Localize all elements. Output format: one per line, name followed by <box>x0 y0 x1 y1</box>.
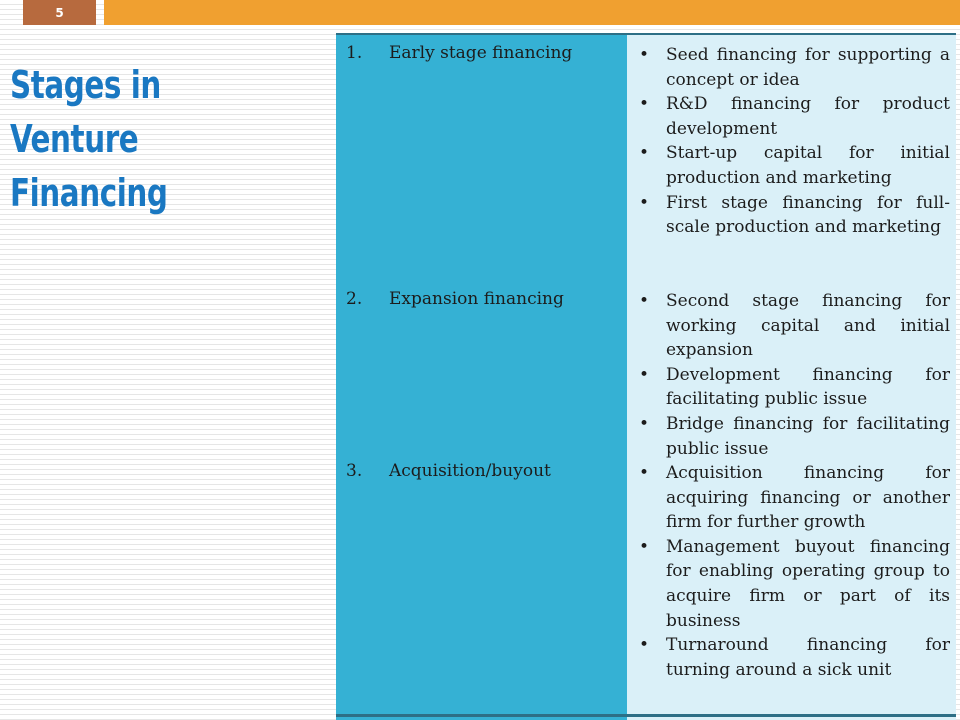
table-bottom-rule <box>336 714 956 717</box>
stage-label: Expansion financing <box>389 289 564 309</box>
stage-label: Acquisition/buyout <box>389 461 551 481</box>
stage-row-acquisition <box>346 461 551 481</box>
slide-number: 5 <box>23 0 96 25</box>
list-item: • Second stage financing for working capital and initial expansion <box>635 289 950 363</box>
table-top-rule <box>336 33 956 35</box>
stage-label: Early stage financing <box>389 43 573 63</box>
list-item: • Development financing for facilitating public issue <box>635 363 950 412</box>
stage-row-early <box>346 43 572 63</box>
list-item: • Management buyout financing for enabling operating group to acquire firm or part of its business <box>635 535 950 633</box>
list-item: • Acquisition financing for acquiring financing or another firm for further growth <box>635 461 950 535</box>
stage-row-expansion <box>346 289 564 309</box>
list-item: • R&D financing for product development <box>635 92 950 141</box>
stage-column <box>336 33 627 720</box>
slide-title: Stages in Venture Financing <box>10 63 168 215</box>
list-item: • Turnaround financing for turning around a sick unit <box>635 633 950 682</box>
list-item: • First stage financing for full-scale production and marketing <box>635 191 950 240</box>
stages-table <box>336 33 956 720</box>
stage-number: 2. <box>346 289 363 309</box>
header-accent-bar <box>104 0 960 25</box>
stage-number: 1. <box>346 43 363 63</box>
list-item: • Start-up capital for initial production and marketing <box>635 141 950 190</box>
list-item: • Seed financing for supporting a concept or idea <box>635 43 950 92</box>
list-item: • Bridge financing for facilitating public issue <box>635 412 950 461</box>
stage-items-expansion <box>635 289 950 461</box>
stage-items-early <box>635 43 950 240</box>
stage-items-acquisition <box>635 461 950 682</box>
stage-number: 3. <box>346 461 363 481</box>
